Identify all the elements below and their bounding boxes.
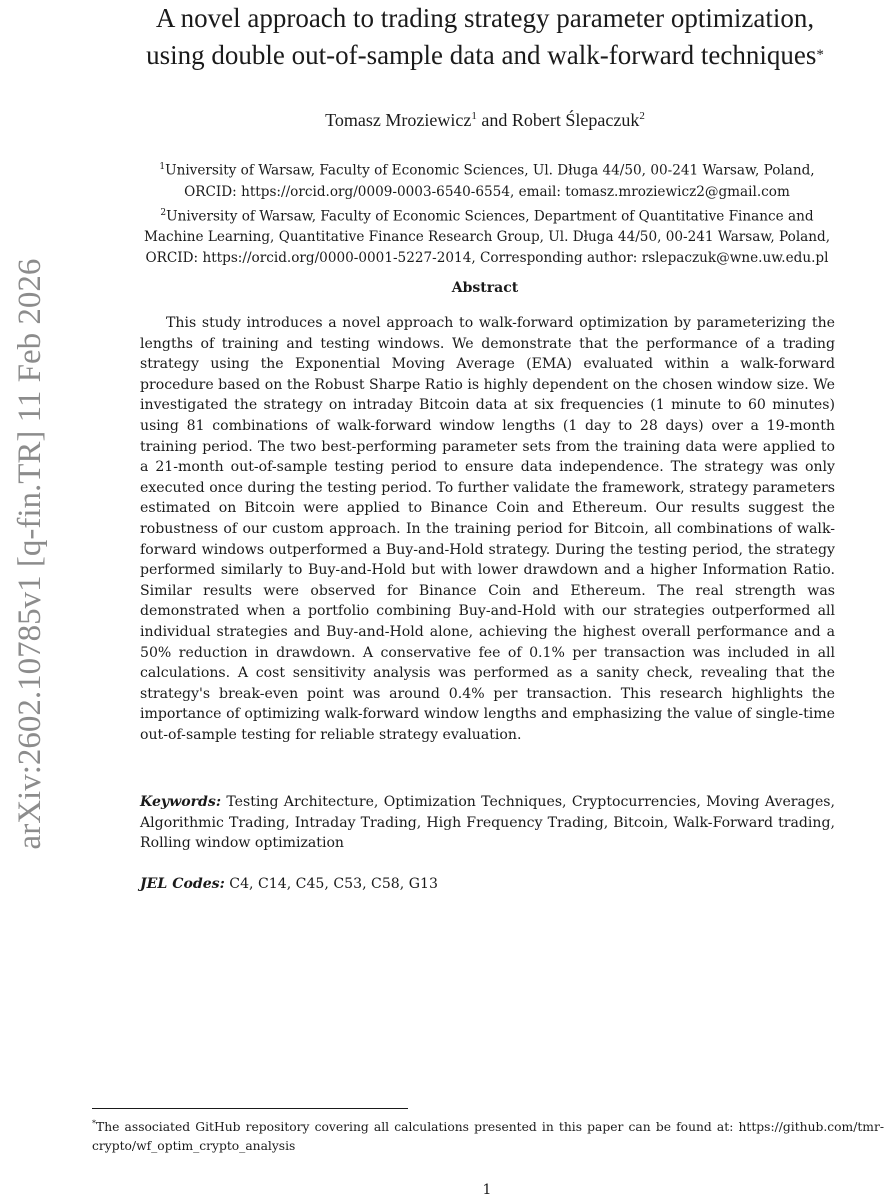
paper-title <box>90 0 880 74</box>
footnote-divider <box>92 1108 408 1109</box>
affiliation-1-mark: 1 <box>159 162 166 172</box>
footnote <box>92 1114 884 1156</box>
arxiv-identifier-stamp: arXiv:2602.10785v1 [q-fin.TR] 11 Feb 2026 <box>12 258 48 850</box>
keywords-text: Testing Architecture, Optimization Techniques, Cryptocurrencies, Moving Averages, Algorithmic Trading, Intraday Trading, High Frequency Trading, Bitcoin, Walk-Forward trading, Rolling window optimization <box>140 794 836 852</box>
author-1-affil-mark: 1 <box>471 110 477 122</box>
jel-codes-text: C4, C14, C45, C53, C58, G13 <box>229 876 438 892</box>
author-2: Robert Ślepaczuk <box>511 110 640 130</box>
author-2-affil-mark: 2 <box>639 110 645 122</box>
title-line-2-text: using double out-of-sample data and walk-forward techniques <box>146 40 817 70</box>
title-footnote-mark: * <box>816 47 824 63</box>
title-line-1: A novel approach to trading strategy parameter optimization, <box>155 3 815 33</box>
abstract-heading: Abstract <box>451 280 519 296</box>
affiliation-2-line-2: Machine Learning, Quantitative Finance Research Group, Ul. Długa 44/50, 00-241 Warsaw, Poland, <box>143 229 831 246</box>
footnote-text: The associated GitHub repository covering all calculations presented in this paper can be found at: https://github.com/tmr-crypto/wf_optim_crypto_analysis <box>92 1120 884 1154</box>
keywords-paragraph <box>140 792 835 854</box>
affiliation-1-line-1-text: University of Warsaw, Faculty of Economic Sciences, Ul. Długa 44/50, 00-241 Warsaw, Poland, <box>165 162 815 179</box>
author-conjunction: and <box>476 110 512 130</box>
title-line-2 <box>90 37 880 74</box>
affiliation-2-line-3: ORCID: https://orcid.org/0000-0001-5227-2014, Corresponding author: rslepaczuk@wne.uw.edu.pl <box>145 250 829 267</box>
affiliations <box>92 157 882 269</box>
page-number: 1 <box>482 1182 492 1198</box>
affiliation-2-mark: 2 <box>160 207 167 218</box>
footnote-mark: * <box>92 1119 96 1128</box>
keywords-label: Keywords: <box>140 794 222 810</box>
author-list <box>90 104 880 132</box>
jel-codes-label: JEL Codes: <box>140 876 225 892</box>
author-1: Tomasz Mroziewicz <box>325 110 472 130</box>
affiliation-2-line-1 <box>92 203 882 228</box>
affiliation-2-line-1-text: University of Warsaw, Faculty of Economic Sciences, Department of Quantitative Finance and <box>166 208 814 225</box>
affiliation-1-line-2: ORCID: https://orcid.org/0009-0003-6540-6554, email: tomasz.mroziewicz2@gmail.com <box>184 183 790 200</box>
affiliation-1-line-1 <box>92 157 882 182</box>
jel-codes-paragraph <box>140 874 835 895</box>
abstract-body: This study introduces a novel approach to walk-forward optimization by parameterizing the lengths of training and testing windows. We demonstrate that the performance of a trading strategy using the Exponential Moving Average (EMA) evaluated within a walk-forward procedure based on the Robust Sharpe Ratio is highly dependent on the chosen window size. We investigated the strategy on intraday Bitcoin data at six frequencies (1 minute to 60 minutes) using 81 combinations of walk-forward window lengths (1 day to 28 days) over a 19-month training period. The two best-performing parameter sets from the training data were applied to a 21-month out-of-sample testing period to ensure data independence. The strategy was only executed once during the testing period. To further validate the framework, strategy parameters estimated on Bitcoin were applied to Binance Coin and Ethereum. Our results suggest the robustness of our custom approach. In the training period for Bitcoin, all combinations of walk-forward windows outperformed a Buy-and-Hold strategy. During the testing period, the strategy performed similarly to Buy-and-Hold but with lower drawdown and a higher Information Ratio. Similar results were observed for Binance Coin and Ethereum. The real strength was demonstrated when a portfolio combining Buy-and-Hold with our strategies outperformed all individual strategies and Buy-and-Hold alone, achieving the highest overall performance and a 50% reduction in drawdown. A conservative fee of 0.1% per transaction was included in all calculations. A cost sensitivity analysis was performed as a sanity check, revealing that the strategy's break-even point was around 0.4% per transaction. This research highlights the importance of optimizing walk-forward window lengths and emphasizing the value of single-time out-of-sample testing for reliable strategy evaluation. <box>140 315 835 743</box>
